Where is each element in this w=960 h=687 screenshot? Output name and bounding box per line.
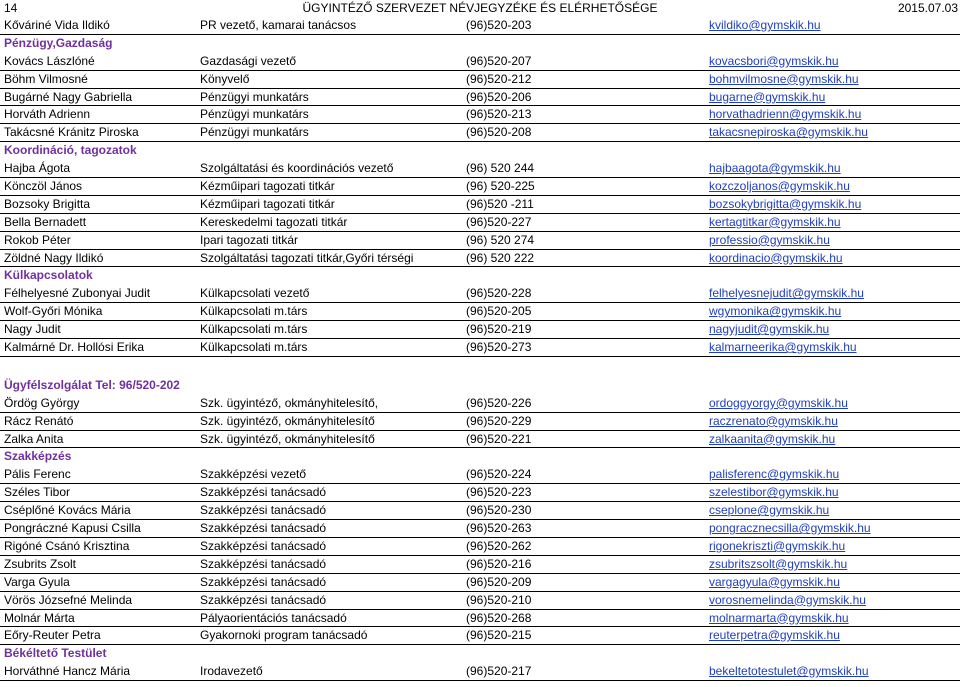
table-row bbox=[0, 124, 960, 142]
contact-email-link[interactable]: vargagyula@gymskik.hu bbox=[709, 574, 840, 589]
contact-position: Pénzügyi munkatárs bbox=[200, 125, 309, 140]
contact-name: Bugárné Nagy Gabriella bbox=[4, 89, 133, 104]
contact-phone: (96) 520 274 bbox=[466, 232, 535, 247]
contact-position: Pályaorientációs tanácsadó bbox=[200, 610, 347, 625]
contact-email-link[interactable]: takacsnepiroska@gymskik.hu bbox=[709, 125, 868, 140]
contact-position: Gazdasági vezető bbox=[200, 53, 297, 68]
contact-email-link[interactable]: hajbaagota@gymskik.hu bbox=[709, 161, 841, 176]
table-row bbox=[0, 556, 960, 574]
contact-name: Molnár Márta bbox=[4, 610, 75, 625]
contact-email-link[interactable]: szelestibor@gymskik.hu bbox=[709, 485, 839, 500]
contact-name: Rácz Renátó bbox=[4, 413, 74, 428]
section-title: Békéltető Testület bbox=[4, 646, 107, 661]
contact-email-link[interactable]: nagyjudit@gymskik.hu bbox=[709, 322, 830, 337]
contact-email-link[interactable]: molnarmarta@gymskik.hu bbox=[709, 610, 849, 625]
contact-position: Pénzügyi munkatárs bbox=[200, 89, 309, 104]
contact-name: Széles Tibor bbox=[4, 485, 71, 500]
page-title: ÜGYINTÉZŐ SZERVEZET NÉVJEGYZÉKE ÉS ELÉRHETŐSÉGE bbox=[302, 1, 658, 15]
contact-position: Ipari tagozati titkár bbox=[200, 232, 299, 247]
contact-email-link[interactable]: felhelyesnejudit@gymskik.hu bbox=[709, 286, 864, 301]
contact-email-link[interactable]: professio@gymskik.hu bbox=[709, 232, 830, 247]
table-row bbox=[0, 484, 960, 502]
contact-position: Szakképzési tanácsadó bbox=[200, 556, 327, 571]
contact-position: Külkapcsolati m.társ bbox=[200, 322, 308, 337]
table-row bbox=[0, 178, 960, 196]
section-heading bbox=[0, 645, 960, 663]
contact-name: Cséplőné Kovács Mária bbox=[4, 503, 131, 518]
table-row bbox=[0, 250, 960, 268]
contact-email-link[interactable]: kalmarneerika@gymskik.hu bbox=[709, 340, 857, 355]
contact-phone: (96)520-230 bbox=[466, 503, 532, 518]
table-row bbox=[0, 71, 960, 89]
contact-email-link[interactable]: bohmvilmosne@gymskik.hu bbox=[709, 71, 859, 86]
contact-email-link[interactable]: wgymonika@gymskik.hu bbox=[709, 304, 842, 319]
contact-position: Szakképzési tanácsadó bbox=[200, 574, 327, 589]
section-heading bbox=[0, 448, 960, 466]
contact-phone: (96)520-205 bbox=[466, 304, 532, 319]
table-row bbox=[0, 592, 960, 610]
contact-phone: (96)520-262 bbox=[466, 538, 532, 553]
section-heading bbox=[0, 377, 960, 395]
table-row bbox=[0, 627, 960, 645]
contact-phone: (96)520-216 bbox=[466, 556, 532, 571]
contact-phone: (96)520-208 bbox=[466, 125, 532, 140]
contact-phone: (96) 520 244 bbox=[466, 161, 535, 176]
contact-email-link[interactable]: zsubritszsolt@gymskik.hu bbox=[709, 556, 848, 571]
contact-name: Bozsoky Brigitta bbox=[4, 196, 91, 211]
contact-position: Könyvelő bbox=[200, 71, 250, 86]
contact-email-link[interactable]: zalkaanita@gymskik.hu bbox=[709, 431, 836, 446]
page-number: 14 bbox=[4, 1, 18, 15]
contact-name: Eőry-Reuter Petra bbox=[4, 628, 101, 643]
contact-name: Vörös Józsefné Melinda bbox=[4, 592, 133, 607]
contact-email-link[interactable]: palisferenc@gymskik.hu bbox=[709, 467, 840, 482]
contact-email-link[interactable]: koordinacio@gymskik.hu bbox=[709, 250, 843, 265]
table-row bbox=[0, 321, 960, 339]
contact-name: Pális Ferenc bbox=[4, 467, 71, 482]
contact-phone: (96)520-213 bbox=[466, 107, 532, 122]
contact-phone: (96)520-219 bbox=[466, 322, 532, 337]
contact-email-link[interactable]: kovacsbori@gymskik.hu bbox=[709, 53, 839, 68]
table-row bbox=[0, 53, 960, 71]
contact-phone: (96)520-229 bbox=[466, 413, 532, 428]
contact-position: Külkapcsolati m.társ bbox=[200, 340, 308, 355]
section-heading bbox=[0, 267, 960, 285]
table-row bbox=[0, 466, 960, 484]
section-title: Ügyfélszolgálat Tel: 96/520-202 bbox=[4, 377, 180, 392]
contact-position: Szolgáltatási és koordinációs vezető bbox=[200, 161, 394, 176]
contact-phone: (96)520-226 bbox=[466, 395, 532, 410]
contact-position: Szakképzési tanácsadó bbox=[200, 521, 327, 536]
contact-position: Kézműipari tagozati titkár bbox=[200, 196, 335, 211]
contact-email-link[interactable]: ordoggyorgy@gymskik.hu bbox=[709, 395, 848, 410]
contact-position: Szakképzési tanácsadó bbox=[200, 538, 327, 553]
contact-position: Szakképzési tanácsadó bbox=[200, 592, 327, 607]
section-title: Külkapcsolatok bbox=[4, 268, 93, 283]
contact-phone: (96)520-217 bbox=[466, 664, 532, 679]
page-date: 2015.07.03 bbox=[897, 1, 958, 15]
contact-email-link[interactable]: kozczoljanos@gymskik.hu bbox=[709, 179, 850, 194]
contact-phone: (96)520-221 bbox=[466, 431, 532, 446]
table-row bbox=[0, 89, 960, 107]
table-row bbox=[0, 160, 960, 178]
contact-email-link[interactable]: pongracznecsilla@gymskik.hu bbox=[709, 521, 871, 536]
contact-email-link[interactable]: kvildiko@gymskik.hu bbox=[709, 18, 821, 32]
table-row bbox=[0, 520, 960, 538]
contact-name: Rokob Péter bbox=[4, 232, 71, 247]
contact-email-link[interactable]: bozsokybrigitta@gymskik.hu bbox=[709, 196, 862, 211]
section-heading bbox=[0, 35, 960, 53]
table-row bbox=[0, 431, 960, 449]
table-row bbox=[0, 663, 960, 681]
contact-position: Szk. ügyintéző, okmányhitelesítő bbox=[200, 413, 375, 428]
contact-name: Takácsné Kránitz Piroska bbox=[4, 125, 139, 140]
contact-name: Félhelyesné Zubonyai Judit bbox=[4, 286, 151, 301]
directory-table bbox=[0, 17, 960, 681]
contact-phone: (96)520-268 bbox=[466, 610, 532, 625]
contact-position: Gyakornoki program tanácsadó bbox=[200, 628, 368, 643]
contact-phone: (96)520-227 bbox=[466, 214, 532, 229]
section-title: Koordináció, tagozatok bbox=[4, 143, 137, 158]
contact-name: Bella Bernadett bbox=[4, 214, 87, 229]
contact-position: Kereskedelmi tagozati titkár bbox=[200, 214, 348, 229]
contact-position: Külkapcsolati vezető bbox=[200, 286, 310, 301]
contact-phone: (96)520-210 bbox=[466, 592, 532, 607]
contact-position: Szakképzési tanácsadó bbox=[200, 485, 327, 500]
table-row bbox=[0, 538, 960, 556]
contact-name: Kalmárné Dr. Hollósi Erika bbox=[4, 340, 145, 355]
contact-phone: (96) 520 222 bbox=[466, 250, 535, 265]
contact-position: Külkapcsolati m.társ bbox=[200, 304, 308, 319]
table-row bbox=[0, 502, 960, 520]
contact-phone: (96)520-223 bbox=[466, 485, 532, 500]
contact-position: Szakképzési vezető bbox=[200, 467, 307, 482]
contact-email-link[interactable]: bugarne@gymskik.hu bbox=[709, 89, 826, 104]
contact-phone: (96)520 -211 bbox=[466, 196, 534, 211]
contact-name: Könczöl János bbox=[4, 179, 83, 194]
contact-phone: (96)520-209 bbox=[466, 574, 532, 589]
contact-name: Nagy Judit bbox=[4, 322, 61, 337]
contact-phone: (96)520-224 bbox=[466, 467, 532, 482]
table-row bbox=[0, 395, 960, 413]
contact-email-link[interactable]: raczrenato@gymskik.hu bbox=[709, 413, 838, 428]
section-title: Pénzügy,Gazdaság bbox=[4, 35, 113, 50]
contact-position: Kézműipari tagozati titkár bbox=[200, 179, 335, 194]
table-row bbox=[0, 285, 960, 303]
contact-email-link[interactable]: rigonekriszti@gymskik.hu bbox=[709, 538, 846, 553]
contact-phone: (96)520-212 bbox=[466, 71, 532, 86]
table-row bbox=[0, 196, 960, 214]
contact-phone: (96)520-207 bbox=[466, 53, 532, 68]
table-row bbox=[0, 17, 960, 35]
section-gap bbox=[0, 357, 960, 377]
contact-position: Szk. ügyintéző, okmányhitelesítő, bbox=[200, 395, 379, 410]
contact-name: Zalka Anita bbox=[4, 431, 64, 446]
contact-name: Böhm Vilmosné bbox=[4, 71, 88, 86]
contact-name: Kőváriné Vida Ildikó bbox=[4, 18, 110, 32]
contact-position: PR vezető, kamarai tanácsos bbox=[200, 18, 357, 32]
contact-name: Varga Gyula bbox=[4, 574, 70, 589]
contact-name: Horváth Adrienn bbox=[4, 107, 91, 122]
contact-email-link[interactable]: vorosnemelinda@gymskik.hu bbox=[709, 592, 866, 607]
contact-email-link[interactable]: kertagtitkar@gymskik.hu bbox=[709, 214, 841, 229]
contact-email-link[interactable]: bekeltetotestulet@gymskik.hu bbox=[709, 664, 869, 679]
contact-position: Irodavezető bbox=[200, 664, 263, 679]
table-row bbox=[0, 339, 960, 357]
contact-phone: (96)520-203 bbox=[466, 18, 532, 32]
contact-position: Pénzügyi munkatárs bbox=[200, 107, 309, 122]
contact-name: Ördög György bbox=[4, 395, 80, 410]
contact-name: Kovács Lászlóné bbox=[4, 53, 95, 68]
contact-name: Wolf-Győri Mónika bbox=[4, 304, 103, 319]
table-row bbox=[0, 106, 960, 124]
contact-phone: (96) 520-225 bbox=[466, 179, 535, 194]
table-row bbox=[0, 232, 960, 250]
contact-name: Zsubrits Zsolt bbox=[4, 556, 77, 571]
contact-name: Rigóné Csánó Krisztina bbox=[4, 538, 130, 553]
contact-name: Horváthné Hancz Mária bbox=[4, 664, 131, 679]
contact-phone: (96)520-273 bbox=[466, 340, 532, 355]
contact-name: Hajba Ágota bbox=[4, 161, 71, 176]
contact-position: Szk. ügyintéző, okmányhitelesítő bbox=[200, 431, 375, 446]
contact-email-link[interactable]: cseplone@gymskik.hu bbox=[709, 503, 830, 518]
contact-phone: (96)520-206 bbox=[466, 89, 532, 104]
contact-email-link[interactable]: reuterpetra@gymskik.hu bbox=[709, 628, 840, 643]
contact-phone: (96)520-263 bbox=[466, 521, 532, 536]
contact-name: Zöldné Nagy Ildikó bbox=[4, 250, 104, 265]
contact-name: Pongráczné Kapusi Csilla bbox=[4, 521, 141, 536]
contact-position: Szolgáltatási tagozati titkár,Győri térségi bbox=[200, 250, 414, 265]
contact-position: Szakképzési tanácsadó bbox=[200, 503, 327, 518]
contact-phone: (96)520-228 bbox=[466, 286, 532, 301]
table-row bbox=[0, 214, 960, 232]
section-title: Szakképzés bbox=[4, 449, 72, 464]
table-row bbox=[0, 610, 960, 628]
section-heading bbox=[0, 142, 960, 160]
table-row bbox=[0, 303, 960, 321]
table-row bbox=[0, 413, 960, 431]
table-row bbox=[0, 574, 960, 592]
contact-phone: (96)520-215 bbox=[466, 628, 532, 643]
page-header bbox=[0, 0, 960, 16]
contact-email-link[interactable]: horvathadrienn@gymskik.hu bbox=[709, 107, 862, 122]
